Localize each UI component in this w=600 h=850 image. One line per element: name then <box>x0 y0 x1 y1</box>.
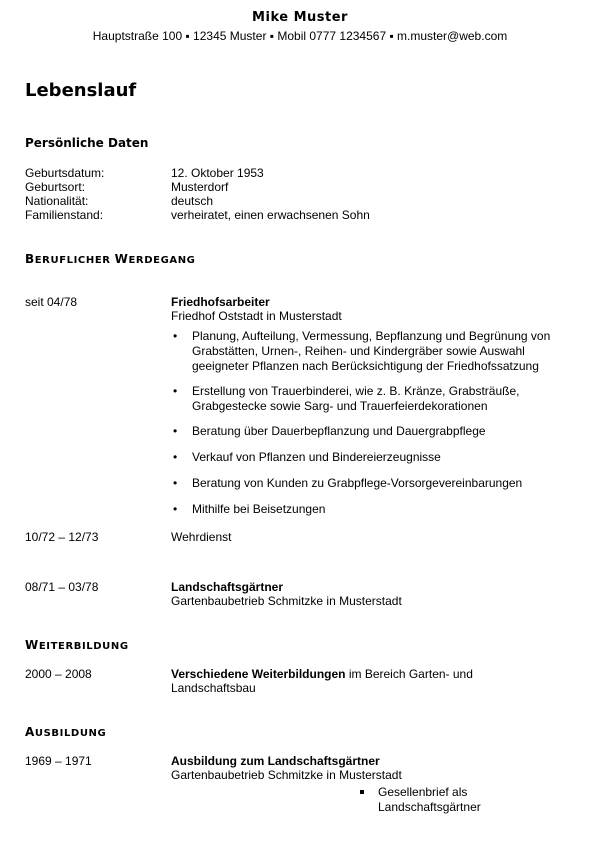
training-title: Verschiedene Weiterbildungen <box>171 667 346 681</box>
training-date: 2000 – 2008 <box>25 667 92 681</box>
education-bullets <box>358 785 498 815</box>
personal-label: Geburtsdatum: <box>25 166 105 180</box>
career-title: Wehrdienst <box>171 530 232 544</box>
career-date: 10/72 – 12/73 <box>25 530 99 544</box>
education-title: Ausbildung zum Landschaftsgärtner <box>171 754 380 768</box>
list-item: • Planung, Aufteilung, Vermessung, Bepflanzung und Begrünung von Grabstätten, Urnen-, Reihen- und Kindergräber sowie Auswahl geeigneter Pflanzen nach Berücksichtigung der Friedhofssatzung <box>172 329 572 374</box>
list-item: • Beratung über Dauerbepflanzung und Dauergrabpflege <box>172 424 572 439</box>
personal-label: Familienstand: <box>25 208 104 222</box>
career-title: Landschaftsgärtner <box>171 580 284 594</box>
career-employer: Gartenbaubetrieb Schmitzke in Musterstadt <box>171 594 402 608</box>
contact-line: Hauptstraße 100 ▪ 12345 Muster ▪ Mobil 0777 1234567 ▪ m.muster@web.com <box>92 29 508 43</box>
career-date: seit 04/78 <box>25 295 78 309</box>
page-title: Lebenslauf <box>25 80 137 101</box>
section-heading-training: WEITERBILDUNG <box>25 638 129 652</box>
personal-label: Nationalität: <box>25 194 89 208</box>
list-item: • Erstellung von Trauerbinderei, wie z. B. Kränze, Grabsträuße, Grabgestecke sowie Sarg- und Trauerfeierdekorationen <box>172 384 572 414</box>
career-employer: Friedhof Oststadt in Musterstadt <box>171 309 342 323</box>
list-item: • Mithilfe bei Beisetzungen <box>172 502 572 517</box>
section-heading-career: BERUFLICHER WERDEGANG <box>25 252 196 266</box>
education-date: 1969 – 1971 <box>25 754 92 768</box>
career-date: 08/71 – 03/78 <box>25 580 99 594</box>
training-title-rest: im Bereich Garten- und <box>345 667 473 681</box>
training-title-line2: Landschaftsbau <box>171 681 256 695</box>
personal-label: Geburtsort: <box>25 180 86 194</box>
list-item: Gesellenbrief als Landschaftsgärtner <box>358 785 498 815</box>
list-item: • Verkauf von Pflanzen und Bindereierzeugnisse <box>172 450 572 465</box>
duties-list <box>172 329 572 517</box>
personal-value: verheiratet, einen erwachsenen Sohn <box>171 208 370 222</box>
list-item: • Beratung von Kunden zu Grabpflege-Vorsorgevereinbarungen <box>172 476 572 491</box>
education-employer: Gartenbaubetrieb Schmitzke in Musterstadt <box>171 768 402 782</box>
personal-value: Musterdorf <box>171 180 229 194</box>
section-heading-education: AUSBILDUNG <box>25 725 107 739</box>
cv-header <box>0 10 600 44</box>
personal-value: deutsch <box>171 194 214 208</box>
personal-value: 12. Oktober 1953 <box>171 166 264 180</box>
applicant-name: Mike Muster <box>252 10 348 25</box>
section-heading-personal: Persönliche Daten <box>25 136 149 150</box>
career-title: Friedhofsarbeiter <box>171 295 270 309</box>
